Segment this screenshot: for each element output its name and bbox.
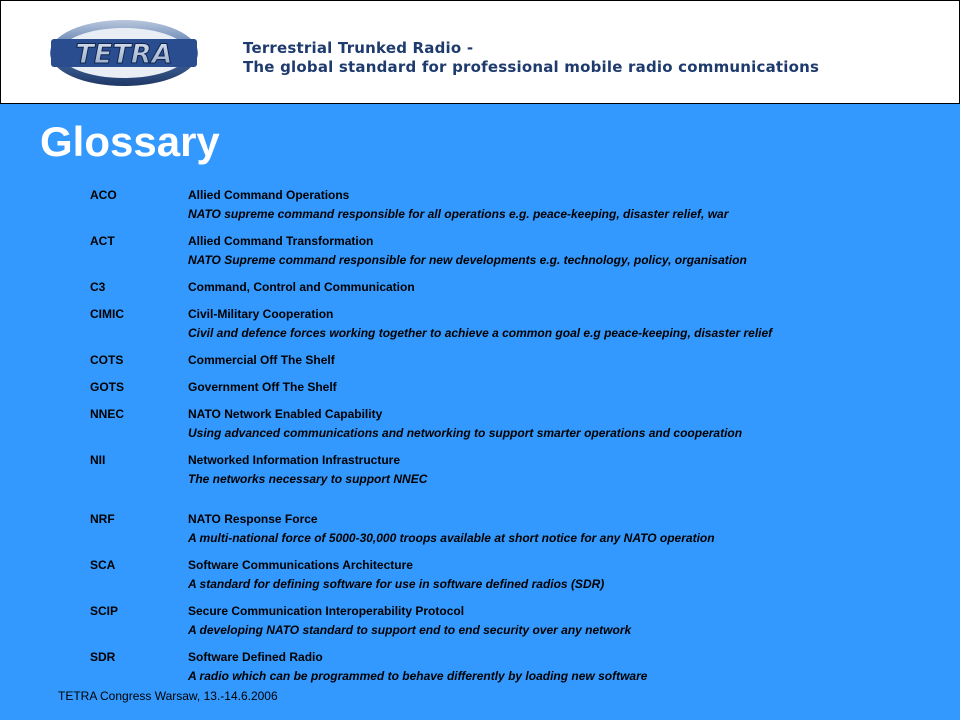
glossary-entry-sca: [90, 556, 930, 594]
glossary-term: Commercial Off The Shelf: [188, 353, 335, 367]
footer-text: TETRA Congress Warsaw, 13.-14.6.2006: [58, 689, 278, 703]
glossary-term: Software Defined Radio: [188, 650, 323, 664]
glossary-desc: A standard for defining software for use in software defined radios (SDR): [188, 577, 605, 591]
glossary-entry-act: [90, 232, 930, 270]
logo-text: TETRA: [75, 39, 173, 70]
glossary-list: [90, 186, 930, 686]
glossary-entry-sdr: [90, 648, 930, 686]
glossary-entry-nnec: [90, 405, 930, 443]
glossary-abbr: NII: [90, 453, 106, 467]
glossary-desc: A developing NATO standard to support end to end security over any network: [188, 623, 632, 637]
glossary-entry-cots: [90, 351, 930, 370]
glossary-abbr: ACO: [90, 188, 117, 202]
glossary-term: Allied Command Transformation: [188, 234, 374, 248]
glossary-entry-c3: [90, 278, 930, 297]
glossary-desc: NATO Supreme command responsible for new developments e.g. technology, policy, organisation: [188, 253, 747, 267]
tetra-logo: [47, 17, 201, 89]
glossary-term: Civil-Military Cooperation: [188, 307, 334, 321]
glossary-abbr: NNEC: [90, 407, 125, 421]
glossary-abbr: ACT: [90, 234, 115, 248]
glossary-desc: Using advanced communications and networking to support smarter operations and cooperation: [188, 426, 743, 440]
glossary-abbr: SDR: [90, 650, 116, 664]
glossary-desc: A radio which can be programmed to behave differently by loading new software: [188, 669, 648, 683]
glossary-entry-scip: [90, 602, 930, 640]
glossary-entry-nrf: [90, 510, 930, 548]
tagline-line-1: Terrestrial Trunked Radio -: [243, 39, 474, 57]
tagline: [243, 39, 819, 77]
glossary-term: Allied Command Operations: [188, 188, 350, 202]
glossary-abbr: SCIP: [90, 604, 119, 618]
glossary-abbr: SCA: [90, 558, 116, 572]
glossary-desc: Civil and defence forces working together to achieve a common goal e.g peace-keeping, disaster relief: [188, 326, 773, 340]
tagline-line-2: The global standard for professional mobile radio communications: [243, 58, 820, 76]
glossary-abbr: NRF: [90, 512, 115, 526]
glossary-abbr: C3: [90, 280, 106, 294]
glossary-term: Secure Communication Interoperability Protocol: [188, 604, 465, 618]
glossary-term: Networked Information Infrastructure: [188, 453, 401, 467]
glossary-term: Government Off The Shelf: [188, 380, 337, 394]
page-title: Glossary: [40, 118, 220, 165]
glossary-abbr: CIMIC: [90, 307, 124, 321]
glossary-term: NATO Network Enabled Capability: [188, 407, 383, 421]
glossary-term: Command, Control and Communication: [188, 280, 415, 294]
glossary-entry-aco: [90, 186, 930, 224]
glossary-desc: NATO supreme command responsible for all operations e.g. peace-keeping, disaster relief, war: [188, 207, 729, 221]
glossary-term: Software Communications Architecture: [188, 558, 413, 572]
glossary-entry-gots: [90, 378, 930, 397]
glossary-entry-nii: [90, 451, 930, 489]
header-banner: [0, 0, 960, 104]
glossary-abbr: COTS: [90, 353, 124, 367]
glossary-term: NATO Response Force: [188, 512, 318, 526]
glossary-desc: A multi-national force of 5000-30,000 troops available at short notice for any NATO operation: [188, 531, 715, 545]
glossary-entry-cimic: [90, 305, 930, 343]
glossary-abbr: GOTS: [90, 380, 125, 394]
glossary-desc: The networks necessary to support NNEC: [188, 472, 428, 486]
